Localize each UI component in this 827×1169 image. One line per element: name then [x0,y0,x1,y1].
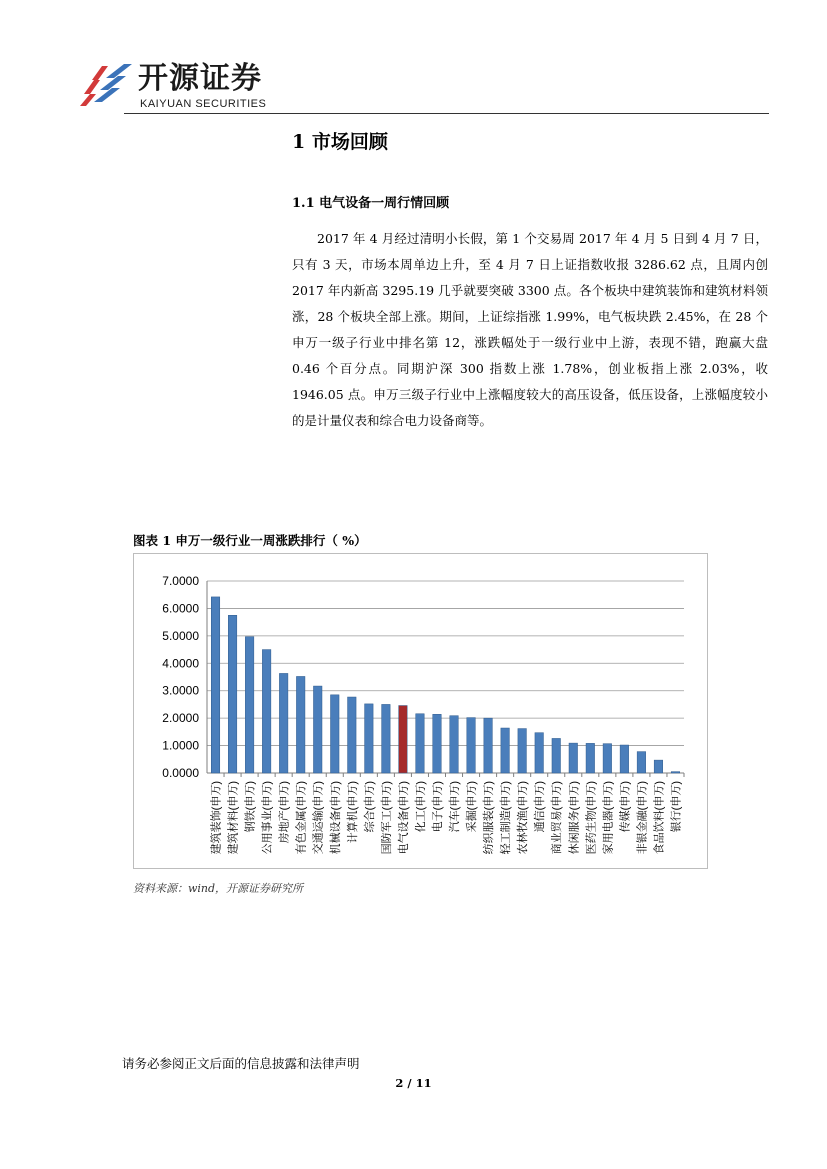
bar-1 [228,615,237,773]
bar-chart [133,553,708,869]
x-tick-label: 计算机(申万) [346,781,359,844]
bar-5 [296,676,305,773]
x-tick-label: 银行(申万) [670,781,683,833]
x-tick-label: 钢铁(申万) [244,781,257,833]
x-tick-label: 电子(申万) [431,781,444,833]
x-tick-label: 电气设备(申万) [397,781,410,855]
bar-18 [518,729,527,773]
bar-2 [245,637,254,773]
bar-9 [365,704,374,773]
x-tick-label: 通信(申万) [534,781,547,833]
bar-0 [211,597,220,773]
page-number: 2 / 11 [395,1076,432,1090]
disclaimer-note: 请务必参阅正文后面的信息披露和法律声明 [122,1056,360,1071]
x-tick-label: 公用事业(申万) [261,781,274,855]
figure-caption: 图表 1 申万一级行业一周涨跌排行（ %） [133,533,367,548]
bar-8 [348,697,357,773]
y-tick-label: 0.0000 [162,766,199,780]
x-tick-label: 综合(申万) [363,781,376,833]
y-tick-label: 6.0000 [162,601,199,616]
y-tick-label: 7.0000 [162,574,199,588]
x-tick-label: 传媒(申万) [619,781,632,833]
bar-22 [586,743,595,773]
bar-6 [313,686,322,773]
x-tick-label: 汽车(申万) [449,781,462,833]
bar-24 [620,745,629,773]
subsection-title: 1.1 电气设备一周行情回顾 [292,196,450,211]
bar-16 [484,718,493,773]
bar-25 [637,752,646,773]
y-tick-label: 3.0000 [162,683,199,698]
bar-17 [501,728,510,773]
x-tick-label: 交通运输(申万) [312,781,325,855]
x-tick-label: 农林牧渔(申万) [517,781,530,855]
x-tick-label: 食品饮料(申万) [653,781,666,855]
y-tick-label: 2.0000 [162,711,199,726]
x-tick-label: 房地产(申万) [278,781,291,844]
x-tick-label: 轻工制造(申万) [500,781,513,855]
logo-en-text: KAIYUAN SECURITIES [140,98,267,110]
bar-14 [450,716,459,773]
y-tick-label: 5.0000 [162,628,199,643]
x-tick-label: 采掘(申万) [466,781,479,833]
bar-4 [279,673,288,773]
bar-19 [535,733,544,773]
header-divider [124,113,769,114]
bar-7 [331,695,340,773]
body-paragraph: 2017 年 4 月经过清明小长假，第 1 个交易周 2017 年 4 月 5 日到 4 月 7 日，只有 3 天，市场本周单边上升，至 4 月 7 日上证指数收报 3286.62 点，且周内创 2017 年内新高 3295.19 几乎就要突破 3300 点。各个板块中建筑装饰和建筑材料领涨，28 个板块全部上涨。期间，上证综指涨 1.99%，电气板块跌 2.45%，在 28 个申万一级子行业中排名第 12，涨跌幅处于一级行业中上游，表现不错，跑赢大盘 0.46 个百分点。同期沪深 300 指数上涨 1.78%，创业板指上涨 2.03%，收 1946.05 点。申万三级子行业中上涨幅度较大的高压设备，低压设备，上涨幅度较小的是计量仪表和综合电力设备商等。 [292,231,768,428]
x-tick-label: 建筑装饰(申万) [210,781,223,855]
y-tick-label: 4.0000 [162,656,199,671]
bar-3 [262,650,271,773]
x-tick-label: 国防军工(申万) [380,781,393,855]
bar-26 [654,760,663,773]
bar-13 [433,714,442,773]
logo-cn-text: 开源证券 [138,61,262,96]
logo-mark-icon [78,60,138,108]
bar-10 [382,704,391,773]
x-tick-label: 化工(申万) [414,781,427,833]
x-tick-label: 休闲服务(申万) [568,781,581,855]
source-note: 资料来源：wind，开源证券研究所 [133,882,304,895]
y-tick-label: 1.0000 [162,738,199,753]
bar-20 [552,738,561,773]
x-tick-label: 商业贸易(申万) [551,781,564,855]
section-title: 1 市场回顾 [292,131,388,153]
bar-27 [671,772,680,773]
x-tick-label: 医药生物(申万) [585,781,598,855]
bar-11 [399,706,408,773]
x-tick-label: 纺织服装(申万) [483,781,496,855]
x-tick-label: 非银金融(申万) [636,781,649,855]
bar-15 [467,718,476,773]
x-tick-label: 建筑材料(申万) [227,781,240,855]
bar-21 [569,743,578,773]
bar-chart-svg [134,554,707,868]
x-tick-label: 家用电器(申万) [602,781,615,855]
x-tick-label: 有色金属(申万) [295,781,308,855]
x-tick-label: 机械设备(申万) [329,781,342,855]
bar-23 [603,744,612,773]
bar-12 [416,714,425,773]
